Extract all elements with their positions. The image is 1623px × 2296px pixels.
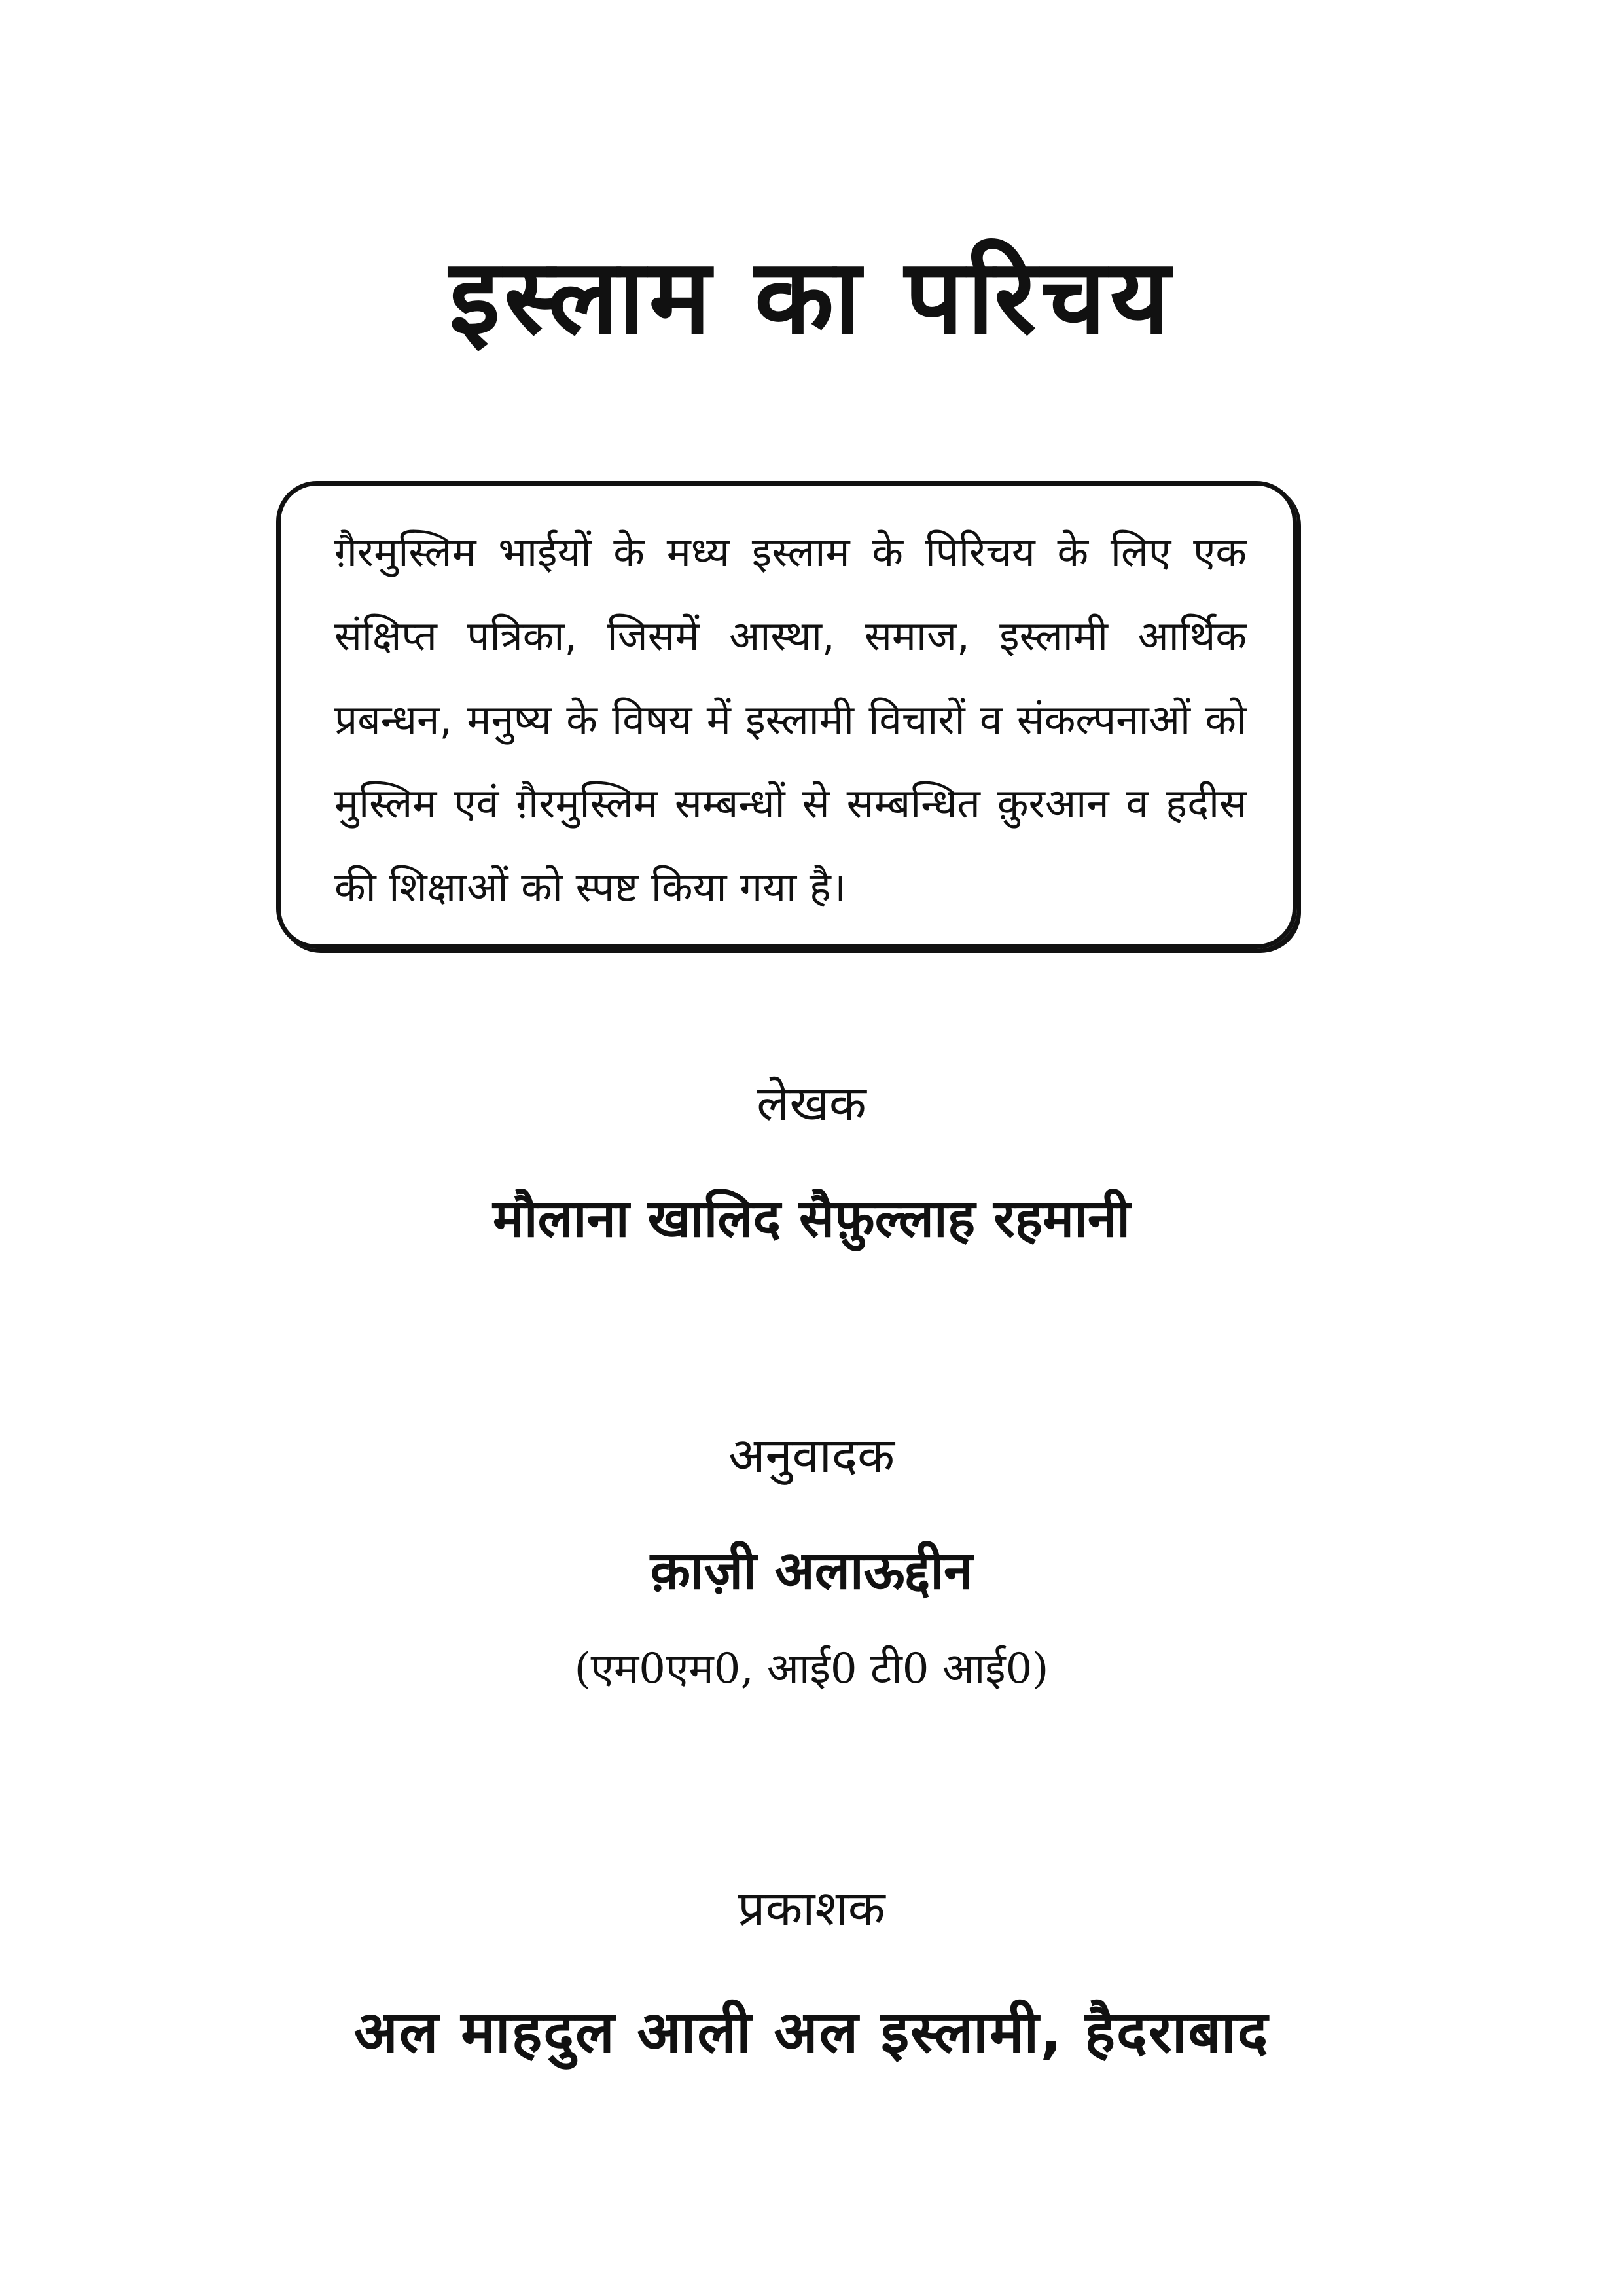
publisher-label: प्रकाशक [738,1880,885,1937]
publisher-name: अल माहदुल आली अल इस्लामी, हैदराबाद [353,1998,1270,2066]
author-name: मौलाना खालिद सैफ़ुल्लाह रहमानी [493,1188,1130,1249]
translator-name: क़ाज़ी अलाऊद्दीन [650,1540,973,1601]
book-title: इस्लाम का परिचय [449,237,1174,357]
translator-qualification: (एम0एम0, आई0 टी0 आई0) [574,1645,1049,1693]
description-text: ग़ैरमुस्लिम भाईयों के मध्य इस्लाम के पिरिचय के लिए एक संक्षिप्त पत्रिका, जिसमें आस्था, समाज, इस्लामी आर्थिक प्रबन्धन, मनुष्य के विषय में इस्लामी विचारों व संकल्पनाओं को मुस्लिम एवं ग़ैरमुस्लिम सम्बन्धों से सम्बन्धित क़ुरआन व हदीस की शिक्षाओं को स्पष्ट किया गया है। [334,528,1247,911]
description-box [276,481,1297,949]
translator-label: अनुवादक [728,1427,895,1484]
author-label: लेखक [757,1075,866,1132]
